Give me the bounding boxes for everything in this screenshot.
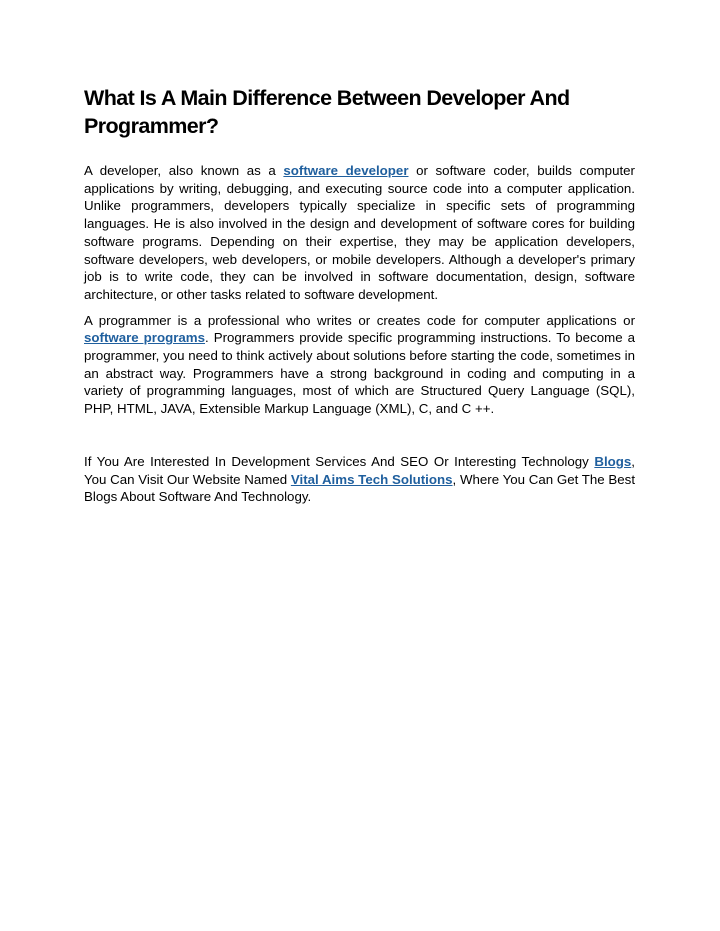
paragraph-text: A programmer is a professional who writes or creates code for computer applications or <box>84 312 635 328</box>
software-programs-link[interactable]: software programs <box>84 330 206 346</box>
paragraph-text: If You Are Interested In Development Services And SEO Or Interesting Technology <box>84 453 595 469</box>
paragraph-text: , You Can Visit Our Website Named <box>84 453 635 487</box>
paragraph-programmer <box>84 312 635 418</box>
page-title: What Is A Main Difference Between Developer And Programmer? <box>84 86 570 138</box>
paragraph-text: A developer, also known as a <box>84 163 284 178</box>
paragraph-promo <box>84 453 635 506</box>
document-content <box>84 84 635 506</box>
paragraph-developer <box>84 162 635 304</box>
vital-aims-tech-solutions-link[interactable]: Vital Aims Tech Solutions <box>290 471 453 487</box>
paragraph-text: , Where You Can Get The Best Blogs About Software And Technology. <box>84 471 636 505</box>
paragraph-text: . Programmers provide specific programming instructions. To become a programmer, you need to think actively about solutions before starting the code, sometimes in an abstract way. Programmers have a strong background in coding and computing in a variety of programming languages, most of which are Structured Query Language (SQL), PHP, HTML, JAVA, Extensible Markup Language (XML), C, and C ++. <box>84 330 635 417</box>
paragraph-text: or software coder, builds computer applications by writing, debugging, and executing source code into a computer application. Unlike programmers, developers typically specialize in specific sets of programming languages. He is also involved in the design and development of software cores for building software programs. Depending on their expertise, they may be application developers, software developers, web developers, or mobile developers. Although a developer's primary job is to write code, they can be involved in software documentation, design, software architecture, or other tasks related to software development. <box>84 163 635 302</box>
blogs-link[interactable]: Blogs <box>594 453 632 469</box>
software-developer-link[interactable]: software developer <box>283 163 409 178</box>
